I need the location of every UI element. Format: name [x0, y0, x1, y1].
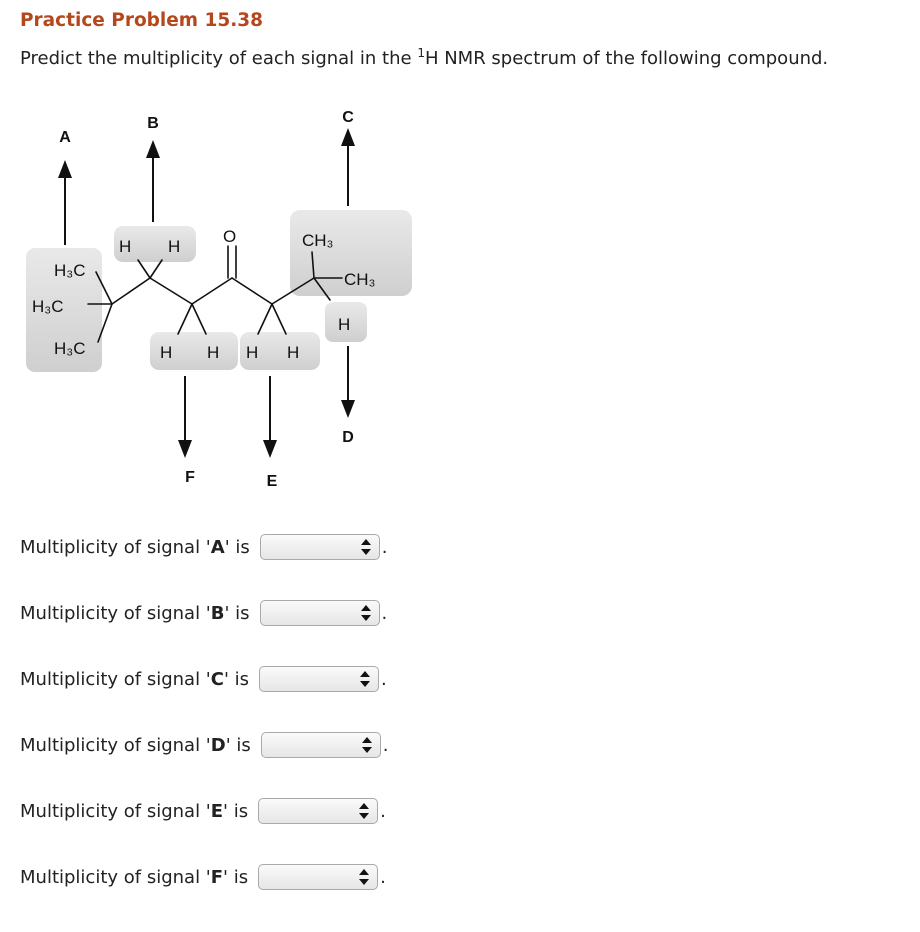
arrow-a-head [58, 160, 72, 178]
signal-label-f: F [185, 469, 195, 486]
atom-h-b2: H [168, 237, 181, 256]
atom-ch3-top: CH₃ [302, 231, 334, 250]
atom-h-b1: H [119, 237, 132, 256]
question-row-f: Multiplicity of signal 'F' is . [20, 862, 386, 892]
up-down-arrows-icon [361, 605, 371, 621]
question-row-c: Multiplicity of signal 'C' is . [20, 664, 387, 694]
problem-title: Practice Problem 15.38 [20, 10, 264, 31]
atom-h-e2: H [287, 343, 300, 362]
multiplicity-select-c[interactable] [259, 666, 379, 692]
up-down-arrows-icon [359, 803, 369, 819]
arrow-f-head [178, 440, 192, 458]
question-text-e: Multiplicity of signal 'E' is [20, 800, 249, 822]
molecule-structure [0, 90, 480, 510]
arrow-c-head [341, 128, 355, 146]
up-down-arrows-icon [359, 869, 369, 885]
arrow-b-head [146, 140, 160, 158]
atom-h-f2: H [207, 343, 220, 362]
prompt-text-before: Predict the multiplicity of each signal in the [20, 48, 418, 69]
signal-label-d: D [342, 429, 354, 446]
multiplicity-select-a[interactable] [260, 534, 380, 560]
atom-o: O [223, 227, 237, 246]
multiplicity-select-e[interactable] [258, 798, 378, 824]
signal-label-b: B [147, 115, 159, 132]
up-down-arrows-icon [360, 671, 370, 687]
prompt-superscript: 1 [417, 46, 425, 60]
atom-h3c-bottom: H₃C [54, 339, 86, 358]
prompt-text-after: H NMR spectrum of the following compound. [424, 48, 829, 69]
question-row-b: Multiplicity of signal 'B' is . [20, 598, 387, 628]
up-down-arrows-icon [361, 539, 371, 555]
multiplicity-select-f[interactable] [258, 864, 378, 890]
question-row-d: Multiplicity of signal 'D' is . [20, 730, 389, 760]
multiplicity-select-b[interactable] [260, 600, 380, 626]
question-row-e: Multiplicity of signal 'E' is . [20, 796, 386, 826]
question-text-d: Multiplicity of signal 'D' is [20, 734, 251, 756]
up-down-arrows-icon [362, 737, 372, 753]
multiplicity-select-d[interactable] [261, 732, 381, 758]
question-text-a: Multiplicity of signal 'A' is [20, 536, 250, 558]
atom-h-f1: H [160, 343, 173, 362]
atom-ch3-right: CH₃ [344, 270, 376, 289]
arrow-d-head [341, 400, 355, 418]
question-text-f: Multiplicity of signal 'F' is [20, 866, 249, 888]
atom-h-d: H [338, 315, 351, 334]
question-text-b: Multiplicity of signal 'B' is [20, 602, 250, 624]
problem-prompt [20, 46, 828, 69]
signal-label-c: C [342, 109, 354, 126]
atom-h3c-middle: H₃C [32, 297, 64, 316]
atom-h-e1: H [246, 343, 259, 362]
signal-label-e: E [266, 473, 278, 490]
arrow-e-head [263, 440, 277, 458]
question-text-c: Multiplicity of signal 'C' is [20, 668, 250, 690]
atom-h3c-top: H₃C [54, 261, 86, 280]
signal-label-a: A [59, 129, 71, 146]
question-row-a: Multiplicity of signal 'A' is . [20, 532, 387, 562]
